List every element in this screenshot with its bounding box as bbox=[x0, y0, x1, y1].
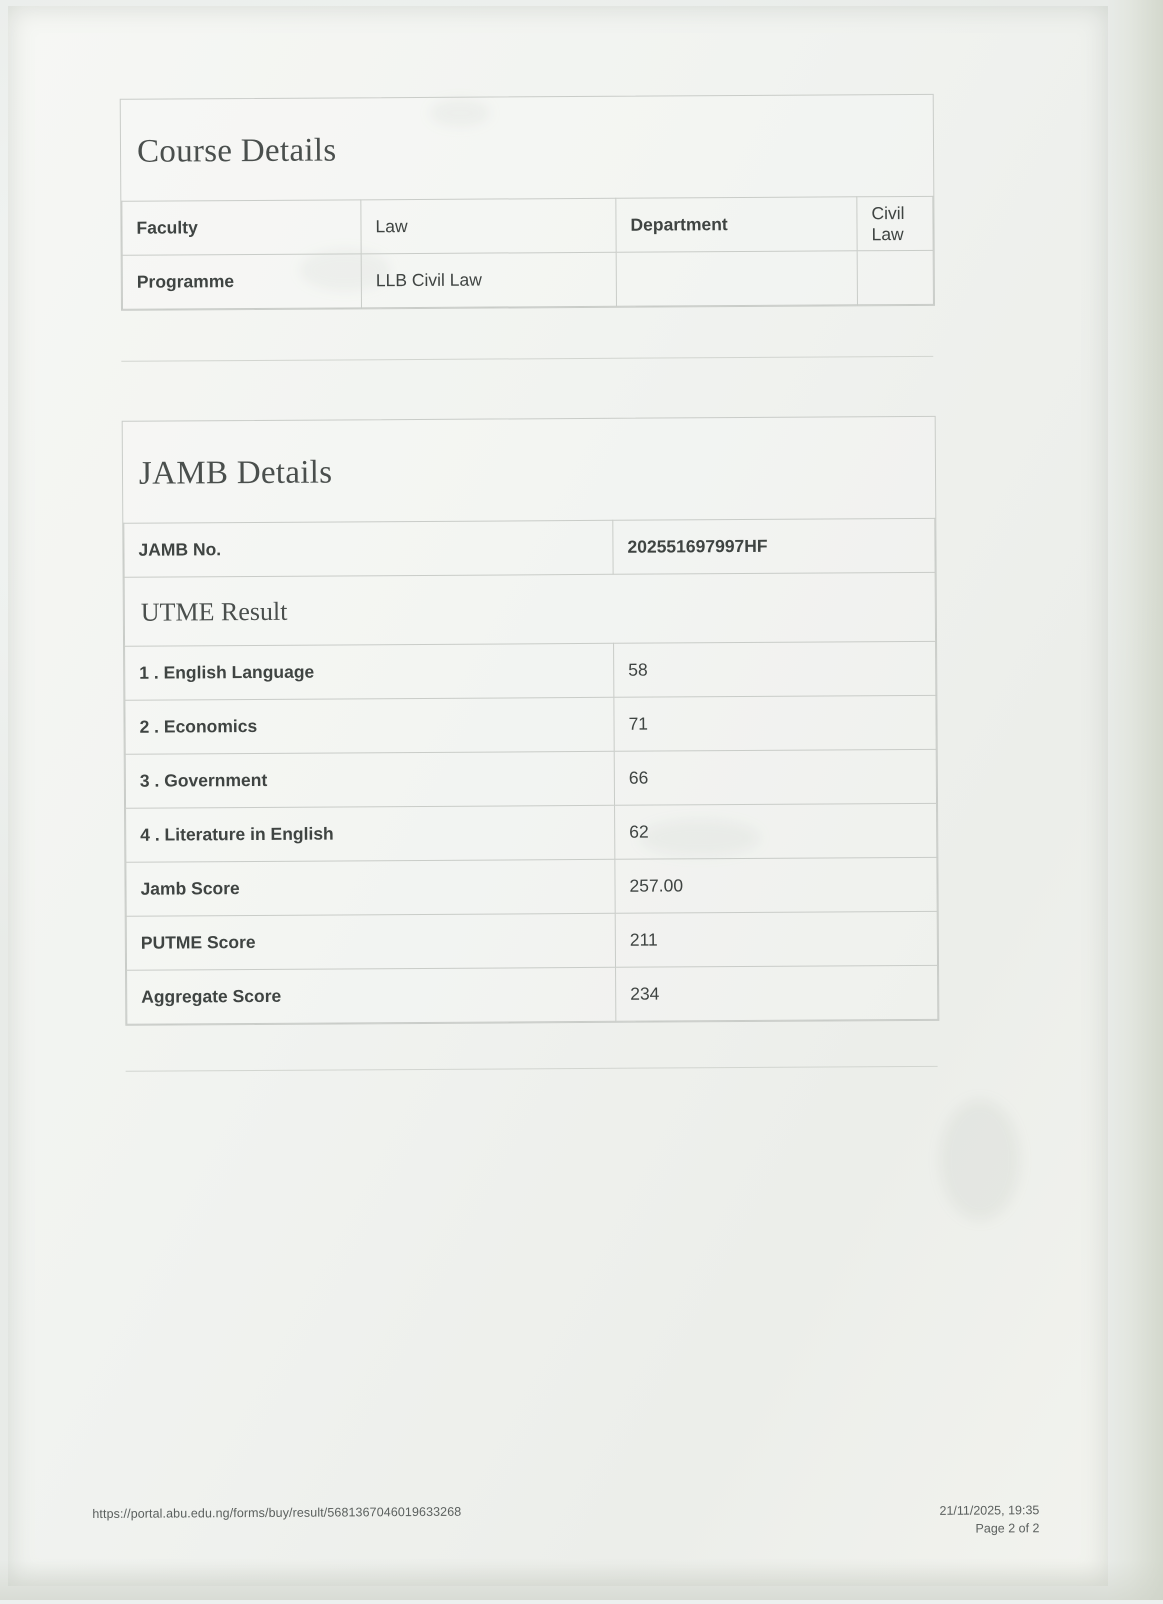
table-row bbox=[127, 965, 938, 1024]
jamb-details-title: JAMB Details bbox=[138, 454, 333, 492]
page-footer bbox=[4, 1500, 1163, 1536]
aggregate-score-label: Aggregate Score bbox=[127, 967, 616, 1024]
faculty-value: Law bbox=[361, 198, 616, 254]
utme-result-table bbox=[124, 641, 938, 1025]
programme-label: Programme bbox=[122, 254, 361, 309]
course-details-card bbox=[120, 94, 935, 311]
subject-score: 71 bbox=[614, 695, 936, 751]
footer-timestamp: 21/11/2025, 19:35 bbox=[939, 1503, 1040, 1518]
jamb-score-label: Jamb Score bbox=[126, 859, 615, 916]
table-row bbox=[122, 250, 933, 309]
section-divider bbox=[126, 1066, 938, 1072]
subject-score: 66 bbox=[614, 749, 936, 805]
subject-label: 1 . English Language bbox=[125, 643, 614, 700]
subject-label: 3 . Government bbox=[125, 751, 614, 808]
jamb-no-label: JAMB No. bbox=[124, 520, 613, 577]
table-row bbox=[125, 641, 936, 700]
jamb-score-value: 257.00 bbox=[615, 857, 937, 913]
empty-cell bbox=[616, 251, 857, 306]
table-row bbox=[126, 803, 937, 862]
jamb-no-table bbox=[123, 518, 935, 578]
course-details-title: Course Details bbox=[136, 132, 337, 170]
table-row bbox=[126, 857, 937, 916]
footer-url: https://portal.abu.edu.ng/forms/buy/result/5681367046019633268 bbox=[92, 1504, 462, 1522]
table-row bbox=[124, 518, 935, 577]
footer-meta bbox=[939, 1501, 1039, 1538]
aggregate-score-value: 234 bbox=[616, 965, 938, 1021]
footer-page-number: Page 2 of 2 bbox=[975, 1521, 1040, 1536]
subject-score: 62 bbox=[615, 803, 937, 859]
department-label: Department bbox=[616, 197, 857, 252]
subject-label: 2 . Economics bbox=[125, 697, 614, 754]
subject-label: 4 . Literature in English bbox=[126, 805, 615, 862]
jamb-details-card bbox=[122, 416, 940, 1026]
table-row bbox=[122, 196, 933, 255]
utme-result-heading: UTME Result bbox=[124, 573, 936, 646]
department-value: Civil Law bbox=[857, 196, 933, 250]
table-row bbox=[125, 695, 936, 754]
faculty-label: Faculty bbox=[122, 200, 361, 255]
jamb-no-value: 202551697997HF bbox=[613, 518, 935, 574]
programme-value: LLB Civil Law bbox=[361, 252, 616, 308]
table-row bbox=[126, 911, 937, 970]
empty-cell bbox=[857, 250, 933, 304]
section-divider bbox=[121, 356, 933, 362]
subject-score: 58 bbox=[614, 641, 936, 697]
table-row bbox=[125, 749, 936, 808]
course-details-table bbox=[121, 196, 934, 310]
putme-score-label: PUTME Score bbox=[126, 913, 615, 970]
putme-score-value: 211 bbox=[615, 911, 937, 967]
